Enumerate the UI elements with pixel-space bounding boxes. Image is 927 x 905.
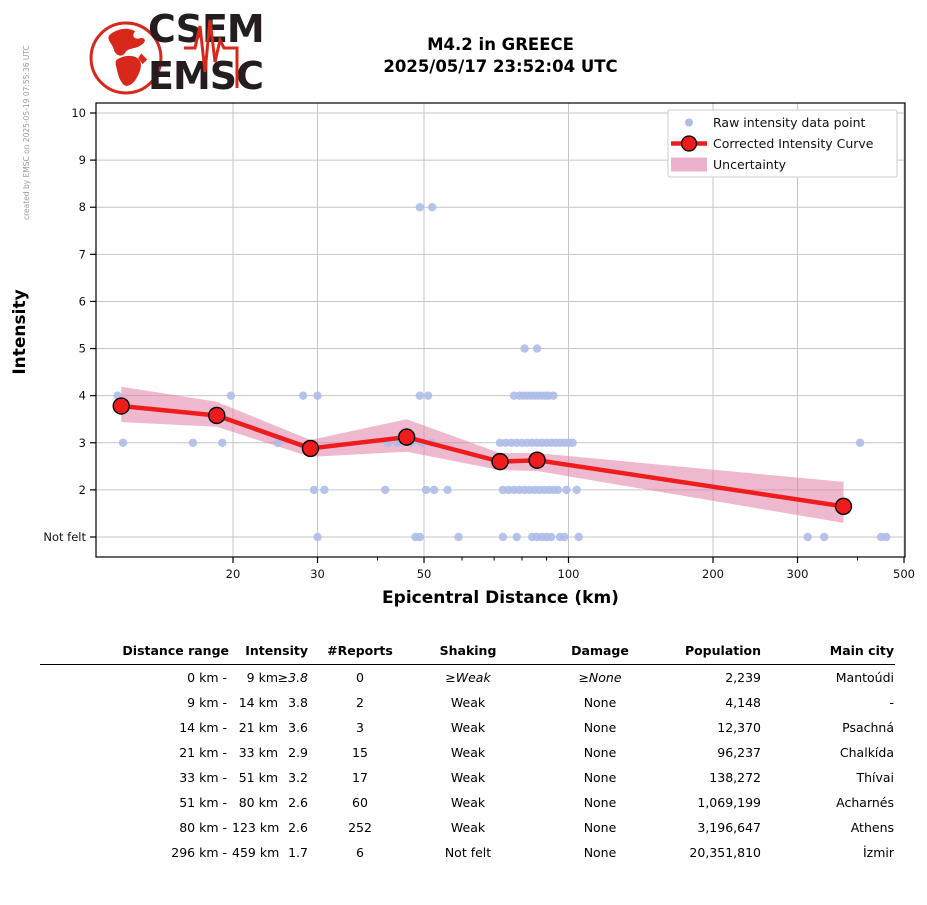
cell-reports: 0 [356, 670, 364, 685]
x-tick-label: 100 [557, 567, 580, 581]
col-header-population: Population [684, 643, 761, 658]
cell-damage: None [583, 695, 617, 710]
x-tick-label: 500 [893, 567, 915, 581]
y-axis-ticks [43, 106, 96, 544]
cell-shaking: ≥Weak [445, 670, 491, 685]
cell-distance-from: 21 km - [179, 745, 227, 760]
cell-distance-from: 51 km - [179, 795, 227, 810]
cell-population: 2,239 [725, 670, 761, 685]
cell-distance-to: 51 km [238, 770, 278, 785]
cell-distance-from: 80 km - [179, 820, 227, 835]
event-title-line2: 2025/05/17 23:52:04 UTC [383, 57, 618, 76]
legend [668, 110, 897, 177]
cell-population: 12,370 [717, 720, 761, 735]
y-axis-label: Intensity [10, 289, 30, 375]
y-tick-label: 10 [71, 106, 86, 120]
y-tick-label: 6 [78, 294, 86, 309]
cell-distance-from: 296 km - [171, 845, 227, 860]
cell-shaking: Weak [450, 745, 486, 760]
cell-shaking: Weak [450, 695, 486, 710]
legend-dot-icon [685, 119, 693, 127]
x-tick-label: 20 [225, 567, 241, 581]
cell-reports: 3 [356, 720, 364, 735]
table-row [40, 840, 895, 865]
cell-intensity: ≥3.8 [277, 670, 308, 685]
cell-intensity: 3.8 [288, 695, 308, 710]
col-header-intensity: Intensity [245, 643, 308, 658]
cell-distance-from: 9 km - [187, 695, 227, 710]
cell-shaking: Not felt [444, 845, 492, 860]
table-row [40, 815, 895, 840]
curve-marker [302, 440, 318, 456]
cell-damage: None [583, 745, 617, 760]
curve-marker [835, 498, 851, 514]
cell-shaking: Weak [450, 720, 486, 735]
cell-reports: 2 [356, 695, 364, 710]
logo-csem-text: CSEM [148, 7, 264, 51]
cell-distance-to: 9 km [246, 670, 278, 685]
cell-population: 96,237 [717, 745, 761, 760]
cell-reports: 6 [356, 845, 364, 860]
cell-distance-from: 33 km - [179, 770, 227, 785]
y-tick-label: 2 [78, 482, 86, 497]
cell-reports: 15 [352, 745, 368, 760]
cell-main-city: Acharnés [836, 795, 894, 810]
col-header-damage: Damage [571, 643, 629, 658]
legend-label: Corrected Intensity Curve [713, 136, 874, 151]
cell-distance-to: 14 km [238, 695, 278, 710]
x-tick-label: 200 [702, 567, 724, 581]
cell-population: 4,148 [725, 695, 761, 710]
x-axis-ticks [226, 557, 915, 581]
cell-main-city: Thívai [856, 770, 894, 785]
event-title-line1: M4.2 in GREECE [427, 35, 574, 54]
cell-damage: None [583, 770, 617, 785]
cell-main-city: Chalkída [839, 745, 894, 760]
curve-marker [113, 398, 129, 414]
cell-distance-to: 33 km [238, 745, 278, 760]
cell-intensity: 2.6 [288, 820, 308, 835]
cell-distance-from: 0 km - [187, 670, 227, 685]
legend-marker-icon [682, 136, 697, 151]
cell-shaking: Weak [450, 820, 486, 835]
x-axis-label: Epicentral Distance (km) [382, 588, 619, 608]
table-row [40, 665, 895, 690]
cell-distance-to: 123 km [232, 820, 280, 835]
cell-damage: None [583, 845, 617, 860]
cell-population: 3,196,647 [697, 820, 761, 835]
col-header-shaking: Shaking [439, 643, 497, 658]
cell-main-city: Athens [850, 820, 894, 835]
cell-main-city: Psachná [842, 720, 894, 735]
col-header-distance-range: Distance range [122, 643, 229, 658]
col-header-reports: #Reports [327, 643, 393, 658]
cell-intensity: 1.7 [288, 845, 308, 860]
cell-intensity: 2.6 [288, 795, 308, 810]
table-row [40, 740, 895, 765]
summary-table [40, 640, 895, 865]
curve-marker [529, 452, 545, 468]
corrected-intensity-curve [121, 406, 843, 506]
cell-main-city: Mantoúdi [835, 670, 894, 685]
curve-marker [209, 407, 225, 423]
credit-text: created by EMSC on 2025-05-19 07:55:36 UTC [22, 45, 31, 220]
cell-shaking: Weak [450, 795, 486, 810]
legend-label: Uncertainty [713, 157, 787, 172]
curve-marker [399, 429, 415, 445]
cell-damage: None [583, 795, 617, 810]
cell-distance-from: 14 km - [179, 720, 227, 735]
cell-intensity: 3.2 [288, 770, 308, 785]
cell-population: 20,351,810 [689, 845, 761, 860]
x-tick-label: 30 [310, 567, 325, 581]
table-row [40, 715, 895, 740]
cell-damage: None [583, 820, 617, 835]
x-tick-label: 300 [786, 567, 809, 581]
cell-distance-to: 80 km [238, 795, 278, 810]
cell-intensity: 2.9 [288, 745, 308, 760]
cell-population: 1,069,199 [697, 795, 761, 810]
y-tick-label: 9 [78, 153, 86, 168]
x-tick-label: 50 [416, 567, 432, 581]
cell-population: 138,272 [709, 770, 761, 785]
cell-main-city: - [889, 695, 894, 710]
cell-damage: None [583, 720, 617, 735]
cell-distance-to: 459 km [232, 845, 280, 860]
cell-reports: 60 [352, 795, 368, 810]
cell-shaking: Weak [450, 770, 486, 785]
col-header-main-city: Main city [829, 643, 894, 658]
y-tick-label: 4 [78, 388, 86, 403]
cell-reports: 252 [348, 820, 372, 835]
y-tick-label: Not felt [43, 529, 86, 544]
table-header-row [40, 640, 895, 665]
cell-damage: ≥None [578, 670, 622, 685]
cell-reports: 17 [352, 770, 368, 785]
y-tick-label: 7 [78, 247, 86, 262]
y-tick-label: 5 [78, 341, 86, 356]
y-tick-label: 3 [78, 435, 86, 450]
cell-intensity: 3.6 [288, 720, 308, 735]
table-row [40, 790, 895, 815]
legend-band-icon [671, 158, 707, 172]
table-row [40, 690, 895, 715]
table-row [40, 765, 895, 790]
cell-distance-to: 21 km [238, 720, 278, 735]
y-tick-label: 8 [78, 200, 86, 215]
curve-marker [492, 454, 508, 470]
cell-main-city: İzmir [862, 845, 894, 860]
logo-emsc-text: EMSC [148, 54, 264, 98]
legend-label: Raw intensity data point [713, 115, 866, 130]
